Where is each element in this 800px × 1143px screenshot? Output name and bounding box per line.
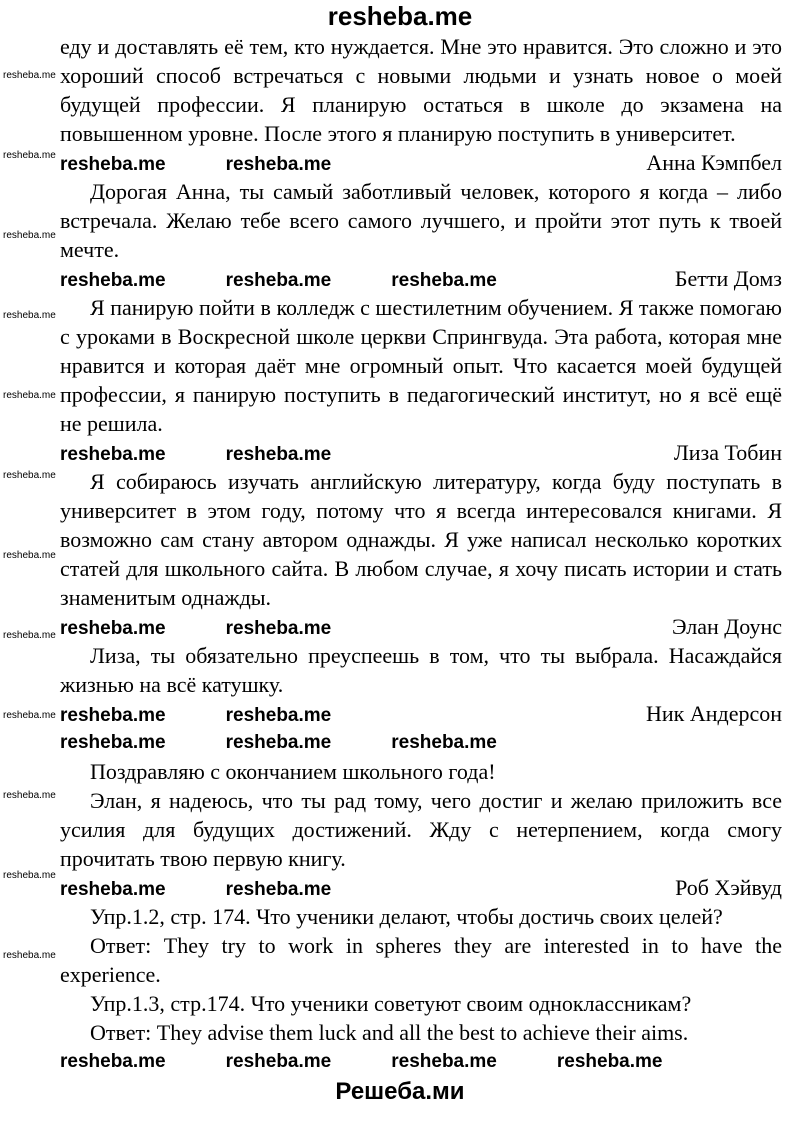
signature-row xyxy=(60,699,782,728)
watermark: resheba.me xyxy=(225,618,332,639)
signature-row xyxy=(60,873,782,902)
watermark: resheba.me xyxy=(225,154,332,175)
watermark: resheba.me xyxy=(60,444,166,465)
watermark: resheba.me xyxy=(60,270,166,291)
watermark: resheba.me xyxy=(225,444,332,465)
watermark: resheba.me xyxy=(391,1051,497,1072)
watermark-row xyxy=(60,1047,782,1076)
watermark: resheba.me xyxy=(225,705,332,726)
watermark: resheba.me xyxy=(225,270,332,291)
paragraph-3: Я панирую пойти в колледж с шестилетним обучением. Я также помогаю с уроками в Воскресной школе церкви Спрингвуда. Эта работа, которая мне нравится и которая даёт мне огромный опыт. Что касается моей будущей профессии, я панирую поступить в педагогический институт, но я всё ещё не решила. xyxy=(60,295,782,436)
watermark: resheba.me xyxy=(3,790,56,801)
exercise-1-3: Упр.1.3, стр.174. Что ученики советуют своим одноклассникам? xyxy=(90,991,692,1016)
signature-row xyxy=(60,264,782,293)
exercise-1-2: Упр.1.2, стр. 174. Что ученики делают, чтобы достичь своих целей? xyxy=(90,904,723,929)
watermark: resheba.me xyxy=(3,230,56,241)
paragraph-2: Дорогая Анна, ты самый заботливый человек, которого я когда – либо встречала. Желаю тебе всего самого лучшего, и пройти этот путь к твоей мечте. xyxy=(60,179,782,262)
signature-anna: Анна Кэмпбел xyxy=(646,150,782,175)
watermark: resheba.me xyxy=(3,630,56,641)
watermark: resheba.me xyxy=(391,270,497,291)
watermark-row xyxy=(60,728,782,757)
signature-nick: Ник Андерсон xyxy=(645,701,782,726)
watermark: resheba.me xyxy=(3,710,56,721)
paragraph-1: еду и доставлять её тем, кто нуждается. Мне это нравится. Это сложно и это хороший способ встречаться с новыми людьми и узнать новое о моей будущей профессии. Я планирую остаться в школе до экзамена на повышенном уровне. После этого я планирую поступить в университет. xyxy=(60,34,782,146)
signature-row xyxy=(60,612,782,641)
watermark: resheba.me xyxy=(225,1051,332,1072)
signature-liza: Лиза Тобин xyxy=(673,440,782,465)
signature-row xyxy=(60,148,782,177)
watermark: resheba.me xyxy=(60,732,166,753)
site-header: resheba.me xyxy=(327,1,473,31)
watermark: resheba.me xyxy=(225,732,332,753)
watermark: resheba.me xyxy=(3,70,56,81)
watermark: resheba.me xyxy=(3,870,56,881)
watermark: resheba.me xyxy=(3,550,56,561)
site-footer: Решеба.ми xyxy=(335,1078,465,1105)
watermark: resheba.me xyxy=(225,879,332,900)
watermark: resheba.me xyxy=(3,310,56,321)
answer-1-3: Ответ: They advise them luck and all the best to achieve their aims. xyxy=(90,1020,689,1045)
paragraph-6: Поздравляю с окончанием школьного года! xyxy=(90,759,496,784)
watermark: resheba.me xyxy=(60,879,166,900)
watermark: resheba.me xyxy=(3,150,56,161)
watermark: resheba.me xyxy=(60,618,166,639)
watermark: resheba.me xyxy=(3,950,56,961)
signature-elan: Элан Доунс xyxy=(672,614,782,639)
watermark: resheba.me xyxy=(60,1051,166,1072)
signature-row xyxy=(60,438,782,467)
watermark: resheba.me xyxy=(3,390,56,401)
signature-betty: Бетти Домз xyxy=(674,266,782,291)
watermark: resheba.me xyxy=(60,705,166,726)
paragraph-7: Элан, я надеюсь, что ты рад тому, чего достиг и желаю приложить все усилия для будущих достижений. Жду с нетерпением, когда смогу прочитать твою первую книгу. xyxy=(60,788,782,871)
answer-1-2: Ответ: They try to work in spheres they are interested in to have the experience. xyxy=(60,933,782,987)
signature-rob: Роб Хэйвуд xyxy=(675,875,782,900)
watermark: resheba.me xyxy=(391,732,497,753)
watermark: resheba.me xyxy=(60,154,166,175)
paragraph-4: Я собираюсь изучать английскую литературу, когда буду поступать в университет в этом году, потому что я всегда интересовался книгами. Я возможно сам стану автором однажды. Я уже написал несколько коротких статей для школьного сайта. В любом случае, я хочу писать истории и стать знаменитым однажды. xyxy=(60,469,782,610)
paragraph-5: Лиза, ты обязательно преуспеешь в том, что ты выбрала. Насаждайся жизнью на всё катушку. xyxy=(60,643,782,697)
document-body xyxy=(60,32,782,1076)
watermark: resheba.me xyxy=(3,470,56,481)
watermark: resheba.me xyxy=(556,1051,663,1072)
